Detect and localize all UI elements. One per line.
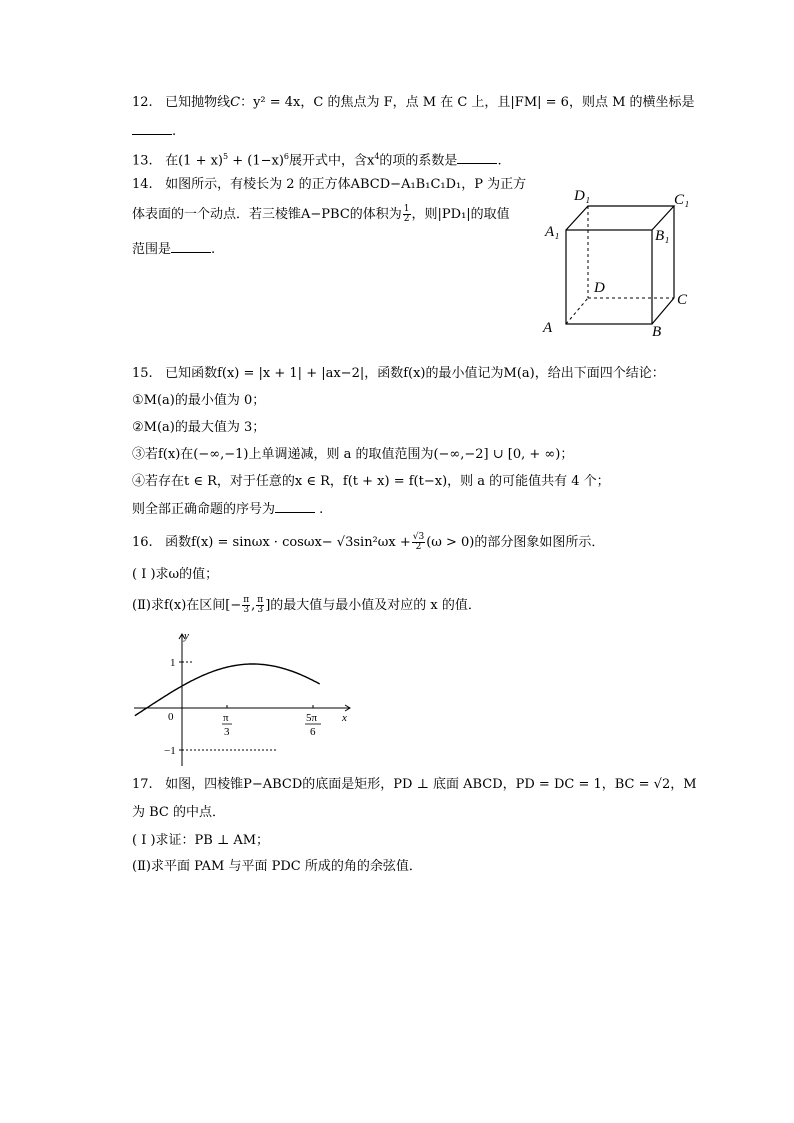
q16-p2-text-b: ]的最大值与最小值及对应的 x 的值． [265, 598, 481, 613]
q15-answer-blank[interactable] [275, 500, 315, 513]
q14-text-1: 如图所示，有棱长为 2 的正方体ABCD−A₁B₁C₁D₁，P 为正方 [165, 177, 527, 192]
x-tick-label-pi3-num: π [223, 712, 229, 724]
cube-edge-bc [652, 298, 674, 324]
question-12-answer [132, 122, 176, 141]
q12-answer-blank[interactable] [132, 122, 172, 135]
q13-exp-3: 4 [374, 152, 380, 161]
q12-c: C [230, 95, 241, 110]
cube-label-a1: A₁ [545, 224, 560, 240]
q13-text-3: 展开式中，含x [288, 153, 375, 169]
q16-frac-num: √3 [412, 532, 425, 542]
sine-graph [128, 628, 360, 770]
q13-number: 13. [132, 153, 153, 169]
q16-part-2 [132, 596, 481, 615]
q15-statement-3: ③若f(x)在(−∞,−1)上单调递减，则 a 的取值范围为(−∞,−2] ∪ [0, + ∞)； [132, 447, 574, 462]
cube-hidden-edge-ad [566, 298, 588, 324]
y-axis-label: y [184, 630, 189, 642]
q13-exp-1: 5 [223, 152, 229, 161]
cube-label-b: B [652, 324, 662, 340]
origin-label: 0 [168, 711, 174, 723]
q14-fraction [403, 205, 411, 224]
q14-number: 14. [132, 177, 153, 192]
q16-frac-den: 2 [415, 542, 422, 552]
q12-text-3: ，C 的焦点为 F，点 M 在 C 上，且|FM| = 6，则点 M 的横坐标是 [300, 95, 695, 110]
x-tick-label-5pi6-den: 6 [310, 726, 316, 738]
q14-end: . [211, 242, 216, 257]
q15-end: . [319, 502, 324, 517]
cube-front-face [566, 230, 652, 324]
cube-label-c: C [677, 292, 688, 308]
q16-p2-comma: , [251, 598, 256, 613]
q12-number: 12. [132, 95, 153, 110]
y-tick-label-1: 1 [170, 657, 176, 669]
cube-label-c1: C₁ [674, 192, 690, 208]
q17-number: 17. [132, 777, 153, 792]
q15-statement-1: ①M(a)的最小值为 0； [132, 393, 266, 408]
q15-intro: 已知函数f(x) = |x + 1| + |ax−2|，函数f(x)的最小值记为M(a)，给出下面四个结论： [165, 366, 665, 381]
q13-text-1: 在(1 + x) [165, 153, 223, 169]
cube-label-b1: B₁ [655, 228, 670, 244]
question-14-line-3 [132, 240, 215, 259]
question-15 [132, 365, 665, 383]
q16-part-1: ( Ⅰ )求ω的值； [132, 567, 219, 582]
cube-label-a: A [543, 320, 553, 336]
cube-top-face [566, 206, 674, 230]
q17-line-2: 为 BC 的中点． [132, 805, 226, 820]
q15-number: 15. [132, 366, 153, 381]
q15-statement-2: ②M(a)的最大值为 3； [132, 420, 266, 435]
q16-interval-den-1: 3 [243, 605, 250, 615]
q16-interval-num-1: π [243, 595, 250, 605]
q16-interval-frac-2 [256, 596, 264, 615]
x-axis-label: x [342, 712, 347, 724]
q12-end: . [172, 124, 177, 139]
question-17 [132, 776, 697, 794]
q16-interval-num-2: π [257, 595, 264, 605]
q15-statement-4: ④若存在t ∈ R，对于任意的x ∈ R，f(t + x) = f(t−x)，则 a 的可能值共有 4 个； [132, 474, 610, 489]
cube-label-d: D [594, 280, 605, 296]
q16-text-2: (ω > 0)的部分图象如图所示． [426, 535, 605, 550]
q13-answer-blank[interactable] [457, 151, 497, 164]
q16-p2-text-a: (Ⅱ)求f(x)在区间[− [132, 598, 242, 613]
q17-part-2: (Ⅱ)求平面 PAM 与平面 PDC 所成的角的余弦值． [132, 859, 422, 874]
q13-end: . [497, 153, 502, 169]
q16-interval-den-2: 3 [257, 605, 264, 615]
q14-answer-blank[interactable] [171, 240, 211, 253]
q16-number: 16. [132, 535, 153, 550]
cube-figure [536, 178, 706, 340]
q16-interval-frac-1 [242, 596, 250, 615]
q13-text-2: + (1−x) [228, 153, 284, 169]
x-tick-label-pi3-den: 3 [224, 726, 230, 738]
y-tick-label-neg1: −1 [164, 745, 176, 757]
q14-frac-num: 1 [403, 204, 410, 214]
q13-exp-2: 6 [283, 152, 289, 161]
question-12 [132, 94, 695, 112]
q16-text-1: 函数f(x) = sinωx · cosωx− √3sin²ωx + [165, 535, 411, 550]
cube-label-d1: D₁ [574, 188, 591, 204]
q14-frac-den: 2 [403, 214, 410, 224]
question-16 [132, 533, 604, 552]
q16-fraction [412, 533, 425, 552]
q17-part-1: ( Ⅰ )求证：PB ⊥ AM； [132, 833, 270, 848]
q17-text-1: 如图，四棱锥P−ABCD的底面是矩形，PD ⊥ 底面 ABCD，PD = DC = 1，BC = √2，M [165, 777, 697, 792]
question-13 [132, 148, 502, 170]
q14-text-2b: ，则|PD₁|的取值 [411, 207, 510, 222]
q14-text-2a: 体表面的一个动点．若三棱锥A−PBC的体积为 [132, 207, 402, 222]
q12-text-2: ： [240, 95, 254, 110]
q12-text-1: 已知抛物线 [165, 95, 231, 110]
question-14-line-1 [132, 176, 526, 194]
q15-ask [132, 500, 323, 519]
q14-text-3: 范围是 [132, 242, 172, 257]
q13-text-4: 的项的系数是 [379, 153, 458, 169]
q12-equation: y² = 4x [253, 95, 301, 110]
x-tick-label-5pi6-num: 5π [306, 712, 318, 724]
q15-ask-text: 则全部正确命题的序号为 [132, 502, 276, 517]
question-14-line-2 [132, 205, 510, 224]
